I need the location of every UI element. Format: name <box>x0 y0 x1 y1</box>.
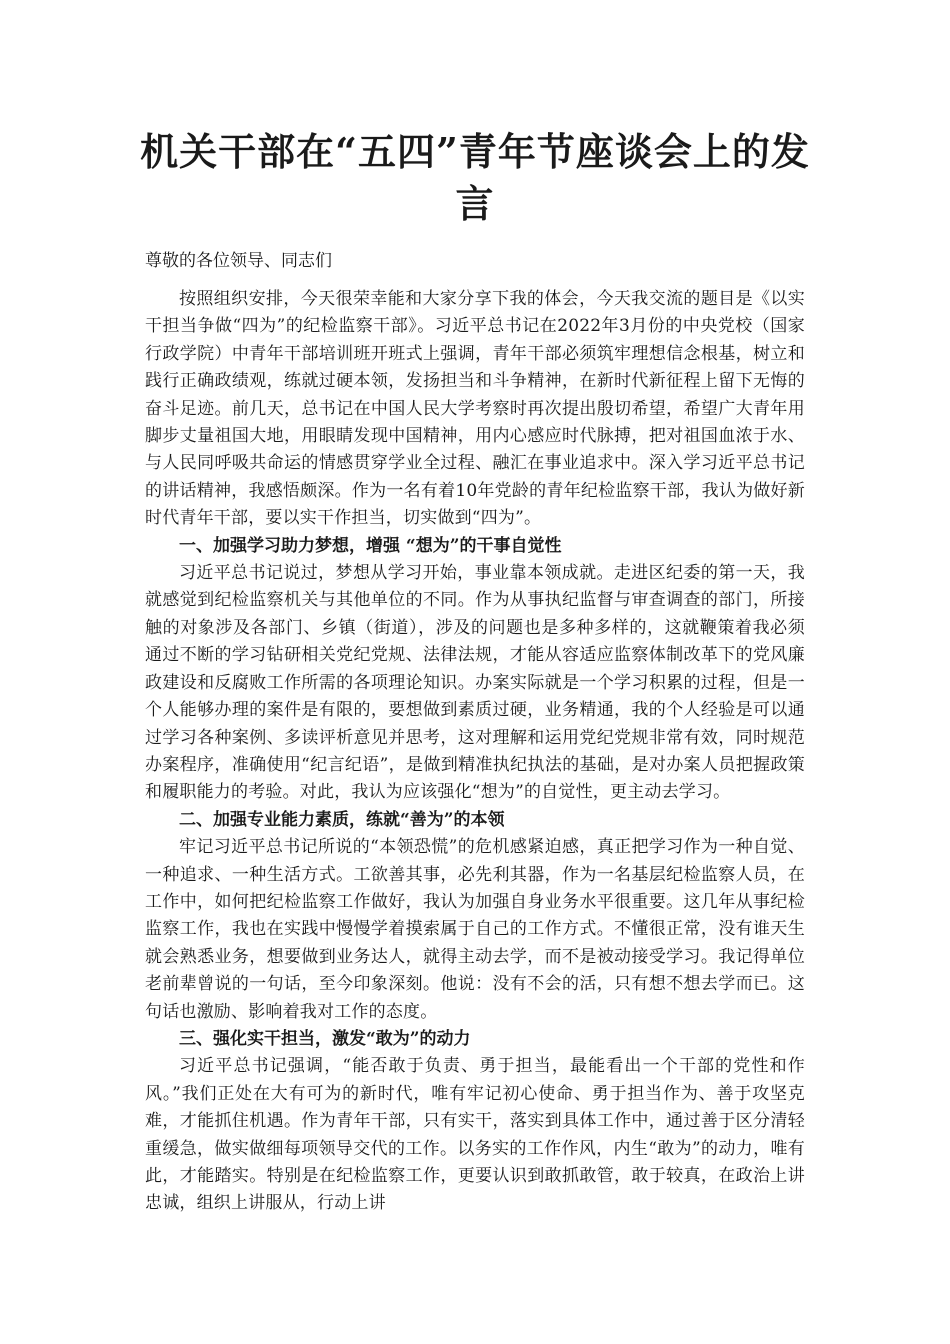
salutation: 尊敬的各位领导、同志们 <box>145 251 332 271</box>
section-paragraph-2: 牢记习近平总书记所说的“本领恐慌”的危机感紧迫感，真正把学习作为一种自觉、一种追求、一种生活方式。工欲善其事，必先利其器，作为一名基层纪检监察人员，在工作中，如何把纪检监察工作做好，我认为加强自身业务水平很重要。这几年从事纪检监察工作，我也在实践中慢慢学着摸索属于自己的工作方式。不懂很正常，没有谁天生就会熟悉业务，想要做到业务达人，就得主动去学，而不是被动接受学习。我记得单位老前辈曾说的一句话，至今印象深刻。他说：没有不会的活，只有想不想去学而已。这句话也激励、影响着我对工作的态度。 <box>145 837 805 1022</box>
section-heading-2: 二、加强专业能力素质，练就“善为”的本领 <box>179 809 505 830</box>
document-body <box>145 286 805 1218</box>
document-title: 机关干部在“五四”青年节座谈会上的发言 <box>140 129 810 226</box>
section-heading-3: 三、强化实干担当，激发“敢为”的动力 <box>179 1028 471 1049</box>
section-paragraph-3: 习近平总书记强调，“能否敢于负责、勇于担当，最能看出一个干部的党性和作风。”我们正处在大有可为的新时代，唯有牢记初心使命、勇于担当作为、善于攻坚克难，才能抓住机遇。作为青年干部，只有实干，落实到具体工作中，通过善于区分清轻重缓急，做实做细每项领导交代的工作。以务实的工作作风，内生“敢为”的动力，唯有此，才能踏实。特别是在纪检监察工作，更要认识到敢抓敢管，敢于较真，在政治上讲忠诚，组织上讲服从，行动上讲 <box>145 1056 805 1214</box>
section-heading-1: 一、加强学习助力梦想，增强 “想为”的干事自觉性 <box>179 535 562 556</box>
section-paragraph-1: 习近平总书记说过，梦想从学习开始，事业靠本领成就。走进区纪委的第一天，我就感觉到纪检监察机关与其他单位的不同。作为从事执纪监督与审查调查的部门，所接触的对象涉及各部门、乡镇（街道），涉及的问题也是多种多样的，这就鞭策着我必须通过不断的学习钻研相关党纪党规、法律法规，才能从容适应监察体制改革下的党风廉政建设和反腐败工作所需的各项理论知识。办案实际就是一个学习积累的过程，但是一个人能够办理的案件是有限的，要想做到素质过硬，业务精通，我的个人经验是可以通过学习各种案例、多读评析意见并思考，这对理解和运用党纪党规非常有效，同时规范办案程序，准确使用“纪言纪语”，是做到精准执纪执法的基础，是对办案人员把握政策和履职能力的考验。对此，我认为应该强化“想为”的自觉性，更主动去学习。 <box>145 563 805 803</box>
intro-paragraph: 按照组织安排，今天很荣幸能和大家分享下我的体会，今天我交流的题目是《以实干担当争做“四为”的纪检监察干部》。习近平总书记在2022年3月份的中央党校（国家行政学院）中青年干部培训班开班式上强调，青年干部必须筑牢理想信念根基，树立和践行正确政绩观，练就过硬本领，发扬担当和斗争精神，在新时代新征程上留下无悔的奋斗足迹。前几天，总书记在中国人民大学考察时再次提出殷切希望，希望广大青年用脚步丈量祖国大地，用眼睛发现中国精神，用内心感应时代脉搏，把对祖国血浓于水、与人民同呼吸共命运的情感贯穿学业全过程、融汇在事业追求中。深入学习近平总书记的讲话精神，我感悟颇深。作为一名有着10年党龄的青年纪检监察干部，我认为做好新时代青年干部，要以实干作担当，切实做到“四为”。 <box>145 289 805 529</box>
